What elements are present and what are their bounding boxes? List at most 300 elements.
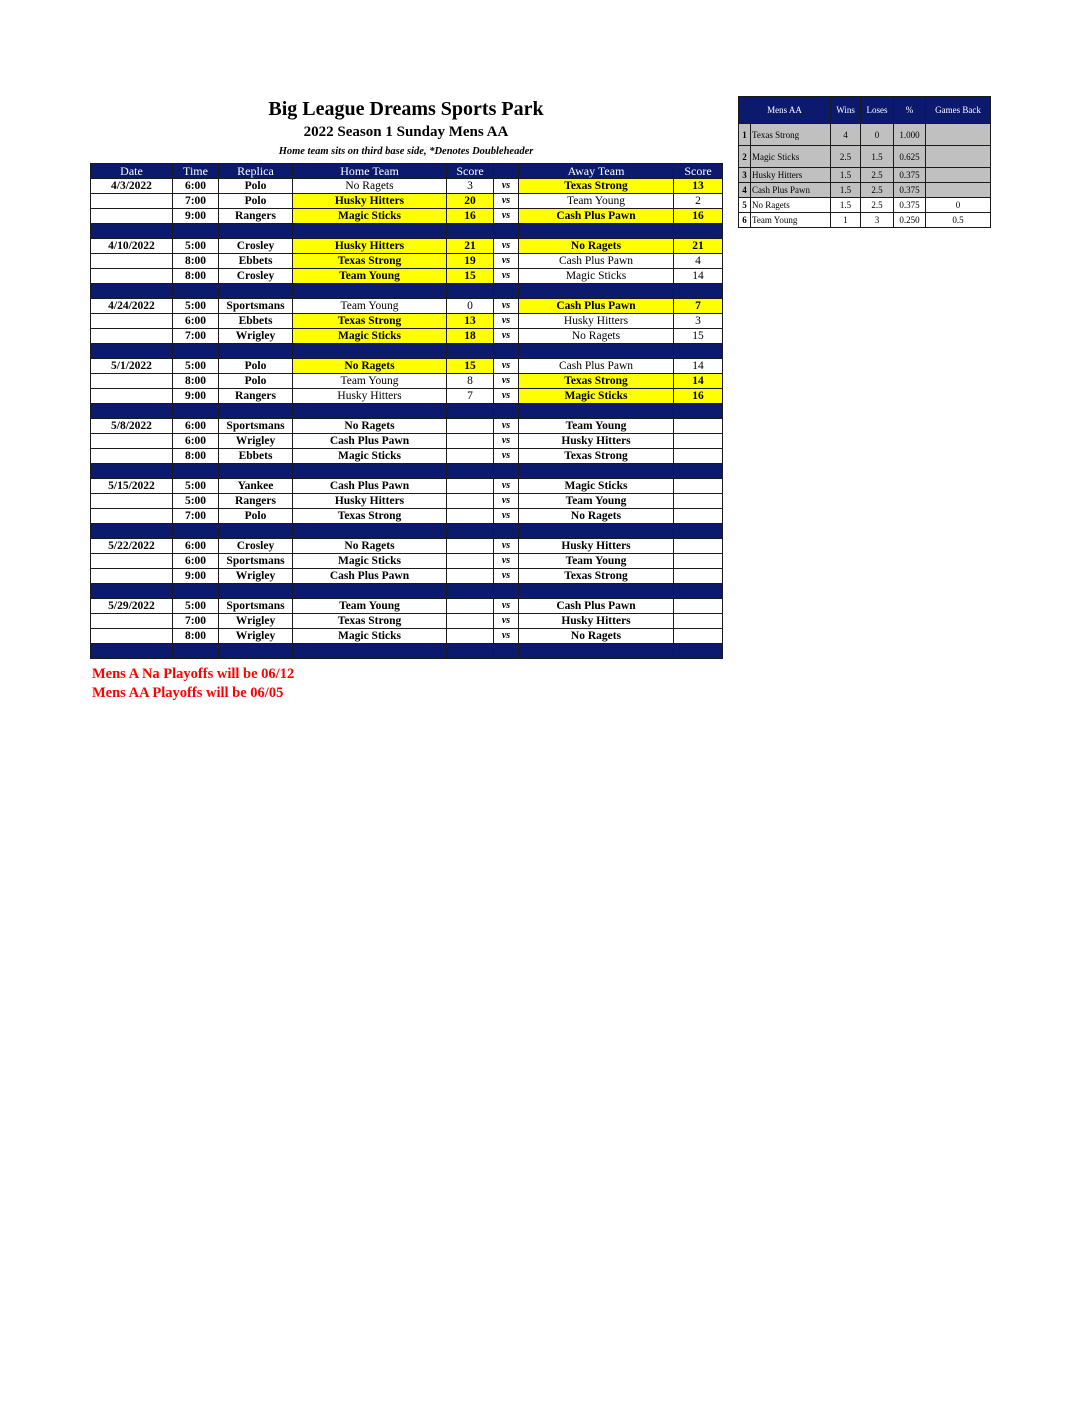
game-date	[91, 509, 173, 524]
schedule-table	[90, 163, 723, 659]
game-row	[91, 569, 723, 584]
col-header-away-score: Score	[674, 164, 723, 179]
home-score: 16	[447, 209, 494, 224]
away-team: No Ragets	[519, 629, 674, 644]
game-time: 5:00	[173, 479, 219, 494]
separator-cell	[173, 524, 219, 539]
standings-row	[739, 213, 991, 228]
game-replica: Polo	[219, 374, 293, 389]
separator-cell	[674, 284, 723, 299]
game-time: 6:00	[173, 314, 219, 329]
home-score	[447, 494, 494, 509]
vs-label: vs	[494, 569, 519, 584]
vs-label: vs	[494, 314, 519, 329]
separator-cell	[219, 524, 293, 539]
game-row	[91, 254, 723, 269]
game-replica: Polo	[219, 359, 293, 374]
standings-header-division: Mens AA	[739, 97, 831, 124]
home-score: 21	[447, 239, 494, 254]
away-score	[674, 569, 723, 584]
standings-loses: 3	[861, 213, 894, 228]
separator-cell	[219, 584, 293, 599]
vs-label: vs	[494, 209, 519, 224]
game-replica: Crosley	[219, 239, 293, 254]
game-replica: Polo	[219, 194, 293, 209]
standings-row	[739, 198, 991, 213]
game-date	[91, 194, 173, 209]
schedule-note: Home team sits on third base side, *Denotes Doubleheader	[278, 146, 534, 157]
game-time: 8:00	[173, 254, 219, 269]
standings-games-back	[926, 146, 991, 168]
game-row	[91, 629, 723, 644]
game-time: 9:00	[173, 389, 219, 404]
col-header-time: Time	[173, 164, 219, 179]
game-row	[91, 359, 723, 374]
away-score: 21	[674, 239, 723, 254]
standings-wins: 1.5	[831, 168, 861, 183]
col-header-replica: Replica	[219, 164, 293, 179]
col-header-home-team: Home Team	[293, 164, 447, 179]
game-row	[91, 554, 723, 569]
standings-pct: 0.625	[894, 146, 926, 168]
vs-label: vs	[494, 539, 519, 554]
vs-label: vs	[494, 419, 519, 434]
separator-cell	[91, 224, 173, 239]
home-team: No Ragets	[293, 419, 447, 434]
game-date	[91, 269, 173, 284]
separator-cell	[494, 644, 519, 659]
home-score	[447, 614, 494, 629]
game-row	[91, 314, 723, 329]
standings-pct: 0.250	[894, 213, 926, 228]
game-time: 8:00	[173, 374, 219, 389]
game-row	[91, 209, 723, 224]
away-score: 14	[674, 269, 723, 284]
separator-cell	[519, 404, 674, 419]
standings-wins: 2.5	[831, 146, 861, 168]
game-row	[91, 614, 723, 629]
vs-label: vs	[494, 629, 519, 644]
standings-wins: 1.5	[831, 183, 861, 198]
home-team: Magic Sticks	[293, 449, 447, 464]
separator-cell	[447, 404, 494, 419]
away-score: 13	[674, 179, 723, 194]
separator-cell	[519, 584, 674, 599]
separator-cell	[293, 524, 447, 539]
game-replica: Wrigley	[219, 434, 293, 449]
game-replica: Wrigley	[219, 614, 293, 629]
away-score: 3	[674, 314, 723, 329]
separator-cell	[674, 344, 723, 359]
standings-rank: 2	[739, 146, 751, 168]
standings-wins: 1.5	[831, 198, 861, 213]
separator-cell	[674, 584, 723, 599]
home-score: 18	[447, 329, 494, 344]
home-team: No Ragets	[293, 539, 447, 554]
separator-cell	[293, 224, 447, 239]
game-replica: Crosley	[219, 539, 293, 554]
game-time: 6:00	[173, 554, 219, 569]
game-row	[91, 509, 723, 524]
game-replica: Rangers	[219, 494, 293, 509]
separator-cell	[173, 224, 219, 239]
vs-label: vs	[494, 239, 519, 254]
game-time: 6:00	[173, 539, 219, 554]
away-team: Husky Hitters	[519, 614, 674, 629]
standings-games-back	[926, 183, 991, 198]
separator-cell	[447, 464, 494, 479]
standings-pct: 1.000	[894, 124, 926, 146]
game-replica: Sportsmans	[219, 599, 293, 614]
away-score	[674, 434, 723, 449]
standings-team: No Ragets	[751, 198, 831, 213]
away-score	[674, 479, 723, 494]
standings-body	[739, 97, 991, 228]
game-row	[91, 494, 723, 509]
game-replica: Crosley	[219, 269, 293, 284]
game-date	[91, 569, 173, 584]
separator-cell	[494, 344, 519, 359]
home-score: 15	[447, 359, 494, 374]
separator-cell	[219, 224, 293, 239]
standings-games-back: 0	[926, 198, 991, 213]
vs-label: vs	[494, 494, 519, 509]
separator-cell	[91, 584, 173, 599]
away-team: Magic Sticks	[519, 479, 674, 494]
home-team: Texas Strong	[293, 614, 447, 629]
home-team: Magic Sticks	[293, 329, 447, 344]
home-team: Cash Plus Pawn	[293, 434, 447, 449]
away-score	[674, 509, 723, 524]
home-team: Magic Sticks	[293, 629, 447, 644]
separator-cell	[674, 224, 723, 239]
standings-team: Husky Hitters	[751, 168, 831, 183]
away-team: Cash Plus Pawn	[519, 254, 674, 269]
page-title: Big League Dreams Sports Park	[268, 98, 544, 120]
home-score: 0	[447, 299, 494, 314]
game-time: 5:00	[173, 599, 219, 614]
away-team: Team Young	[519, 194, 674, 209]
separator-cell	[293, 644, 447, 659]
separator-cell	[219, 284, 293, 299]
vs-label: vs	[494, 374, 519, 389]
game-date	[91, 554, 173, 569]
game-date: 4/24/2022	[91, 299, 173, 314]
separator-cell	[293, 464, 447, 479]
standings-pct: 0.375	[894, 168, 926, 183]
col-header-away-team: Away Team	[519, 164, 674, 179]
separator-cell	[674, 464, 723, 479]
game-time: 7:00	[173, 614, 219, 629]
separator-cell	[447, 224, 494, 239]
col-header-home-score: Score	[447, 164, 494, 179]
separator-cell	[293, 284, 447, 299]
game-time: 6:00	[173, 434, 219, 449]
separator-cell	[293, 404, 447, 419]
col-header-vs	[494, 164, 519, 179]
col-header-date: Date	[91, 164, 173, 179]
away-team: No Ragets	[519, 329, 674, 344]
game-time: 9:00	[173, 569, 219, 584]
game-date	[91, 629, 173, 644]
away-team: Husky Hitters	[519, 539, 674, 554]
standings-wins: 1	[831, 213, 861, 228]
away-score	[674, 629, 723, 644]
game-row	[91, 329, 723, 344]
game-date	[91, 614, 173, 629]
standings-wins: 4	[831, 124, 861, 146]
separator-cell	[91, 344, 173, 359]
home-team: Cash Plus Pawn	[293, 569, 447, 584]
game-row	[91, 389, 723, 404]
away-team: No Ragets	[519, 239, 674, 254]
standings-rank: 6	[739, 213, 751, 228]
standings-row	[739, 183, 991, 198]
standings-rank: 3	[739, 168, 751, 183]
away-score	[674, 419, 723, 434]
game-row	[91, 194, 723, 209]
separator-cell	[219, 344, 293, 359]
standings-pct: 0.375	[894, 198, 926, 213]
away-team: Cash Plus Pawn	[519, 359, 674, 374]
vs-label: vs	[494, 299, 519, 314]
game-time: 7:00	[173, 509, 219, 524]
home-score: 19	[447, 254, 494, 269]
standings-table	[738, 96, 991, 228]
separator-cell	[173, 644, 219, 659]
separator-cell	[674, 524, 723, 539]
game-time: 5:00	[173, 359, 219, 374]
home-team: Magic Sticks	[293, 209, 447, 224]
standings-header-pct: %	[894, 97, 926, 124]
away-score: 7	[674, 299, 723, 314]
vs-label: vs	[494, 389, 519, 404]
home-score	[447, 554, 494, 569]
vs-label: vs	[494, 179, 519, 194]
game-time: 9:00	[173, 209, 219, 224]
game-row	[91, 449, 723, 464]
separator-cell	[519, 524, 674, 539]
home-team: Texas Strong	[293, 254, 447, 269]
standings-row	[739, 168, 991, 183]
game-replica: Ebbets	[219, 449, 293, 464]
game-row	[91, 179, 723, 194]
separator-cell	[519, 224, 674, 239]
game-replica: Ebbets	[219, 254, 293, 269]
away-team: Team Young	[519, 419, 674, 434]
home-team: Husky Hitters	[293, 389, 447, 404]
week-separator-row	[91, 524, 723, 539]
home-score	[447, 434, 494, 449]
vs-label: vs	[494, 599, 519, 614]
game-row	[91, 434, 723, 449]
separator-cell	[173, 344, 219, 359]
separator-cell	[447, 344, 494, 359]
home-score: 8	[447, 374, 494, 389]
vs-label: vs	[494, 359, 519, 374]
away-score	[674, 614, 723, 629]
separator-cell	[91, 644, 173, 659]
separator-cell	[519, 644, 674, 659]
away-team: Husky Hitters	[519, 314, 674, 329]
away-score	[674, 449, 723, 464]
schedule-body	[91, 179, 723, 659]
separator-cell	[173, 584, 219, 599]
home-team: Husky Hitters	[293, 194, 447, 209]
home-team: Team Young	[293, 269, 447, 284]
standings-team: Texas Strong	[751, 124, 831, 146]
week-separator-row	[91, 344, 723, 359]
standings-rank: 5	[739, 198, 751, 213]
game-replica: Rangers	[219, 389, 293, 404]
away-team: Cash Plus Pawn	[519, 209, 674, 224]
game-row	[91, 539, 723, 554]
separator-cell	[519, 344, 674, 359]
game-date	[91, 329, 173, 344]
schedule-header-row	[91, 164, 723, 179]
week-separator-row	[91, 464, 723, 479]
away-score: 4	[674, 254, 723, 269]
standings-rank: 4	[739, 183, 751, 198]
game-replica: Yankee	[219, 479, 293, 494]
away-score: 2	[674, 194, 723, 209]
game-row	[91, 239, 723, 254]
away-score: 16	[674, 389, 723, 404]
game-time: 5:00	[173, 239, 219, 254]
away-team: Magic Sticks	[519, 269, 674, 284]
vs-label: vs	[494, 449, 519, 464]
separator-cell	[173, 404, 219, 419]
game-date	[91, 449, 173, 464]
game-replica: Sportsmans	[219, 554, 293, 569]
standings-header-games-back: Games Back	[926, 97, 991, 124]
home-score	[447, 419, 494, 434]
home-team: Team Young	[293, 299, 447, 314]
vs-label: vs	[494, 269, 519, 284]
home-score: 20	[447, 194, 494, 209]
week-separator-row	[91, 224, 723, 239]
game-row	[91, 374, 723, 389]
away-team: Team Young	[519, 494, 674, 509]
home-score: 15	[447, 269, 494, 284]
home-score	[447, 629, 494, 644]
standings-pct: 0.375	[894, 183, 926, 198]
game-time: 8:00	[173, 449, 219, 464]
home-score: 3	[447, 179, 494, 194]
separator-cell	[447, 644, 494, 659]
separator-cell	[674, 404, 723, 419]
game-replica: Polo	[219, 509, 293, 524]
separator-cell	[494, 524, 519, 539]
separator-cell	[91, 404, 173, 419]
game-row	[91, 479, 723, 494]
home-team: Texas Strong	[293, 314, 447, 329]
home-team: Husky Hitters	[293, 239, 447, 254]
home-score	[447, 509, 494, 524]
game-time: 6:00	[173, 179, 219, 194]
standings-rank: 1	[739, 124, 751, 146]
standings-loses: 0	[861, 124, 894, 146]
away-score: 16	[674, 209, 723, 224]
game-replica: Sportsmans	[219, 299, 293, 314]
separator-cell	[293, 344, 447, 359]
home-score	[447, 449, 494, 464]
standings-header-wins: Wins	[831, 97, 861, 124]
separator-cell	[674, 644, 723, 659]
standings-loses: 2.5	[861, 183, 894, 198]
page-subtitle: 2022 Season 1 Sunday Mens AA	[303, 124, 509, 140]
separator-cell	[447, 584, 494, 599]
separator-cell	[219, 464, 293, 479]
game-time: 8:00	[173, 269, 219, 284]
away-team: Magic Sticks	[519, 389, 674, 404]
game-date	[91, 434, 173, 449]
home-team: Texas Strong	[293, 509, 447, 524]
game-replica: Sportsmans	[219, 419, 293, 434]
separator-cell	[91, 524, 173, 539]
playoff-note-a: Mens A Na Playoffs will be 06/12	[92, 666, 295, 682]
separator-cell	[519, 284, 674, 299]
game-time: 6:00	[173, 419, 219, 434]
game-replica: Wrigley	[219, 329, 293, 344]
game-date: 4/10/2022	[91, 239, 173, 254]
game-date	[91, 389, 173, 404]
standings-row	[739, 146, 991, 168]
vs-label: vs	[494, 479, 519, 494]
away-team: No Ragets	[519, 509, 674, 524]
home-team: Cash Plus Pawn	[293, 479, 447, 494]
week-separator-row	[91, 284, 723, 299]
separator-cell	[519, 464, 674, 479]
game-replica: Polo	[219, 179, 293, 194]
game-row	[91, 269, 723, 284]
separator-cell	[173, 464, 219, 479]
vs-label: vs	[494, 554, 519, 569]
vs-label: vs	[494, 254, 519, 269]
game-time: 8:00	[173, 629, 219, 644]
home-score	[447, 539, 494, 554]
separator-cell	[494, 284, 519, 299]
away-team: Cash Plus Pawn	[519, 599, 674, 614]
vs-label: vs	[494, 329, 519, 344]
game-replica: Wrigley	[219, 629, 293, 644]
home-team: Team Young	[293, 599, 447, 614]
away-score	[674, 539, 723, 554]
home-score	[447, 569, 494, 584]
game-replica: Ebbets	[219, 314, 293, 329]
game-time: 5:00	[173, 494, 219, 509]
away-team: Team Young	[519, 554, 674, 569]
home-team: No Ragets	[293, 179, 447, 194]
away-score	[674, 554, 723, 569]
separator-cell	[91, 284, 173, 299]
game-row	[91, 599, 723, 614]
vs-label: vs	[494, 194, 519, 209]
standings-games-back	[926, 124, 991, 146]
week-separator-row	[91, 644, 723, 659]
game-date	[91, 254, 173, 269]
separator-cell	[447, 524, 494, 539]
standings-header-row	[739, 97, 991, 124]
home-score: 7	[447, 389, 494, 404]
separator-cell	[293, 584, 447, 599]
standings-games-back: 0.5	[926, 213, 991, 228]
standings-loses: 2.5	[861, 168, 894, 183]
away-team: Cash Plus Pawn	[519, 299, 674, 314]
vs-label: vs	[494, 614, 519, 629]
separator-cell	[91, 464, 173, 479]
game-row	[91, 419, 723, 434]
